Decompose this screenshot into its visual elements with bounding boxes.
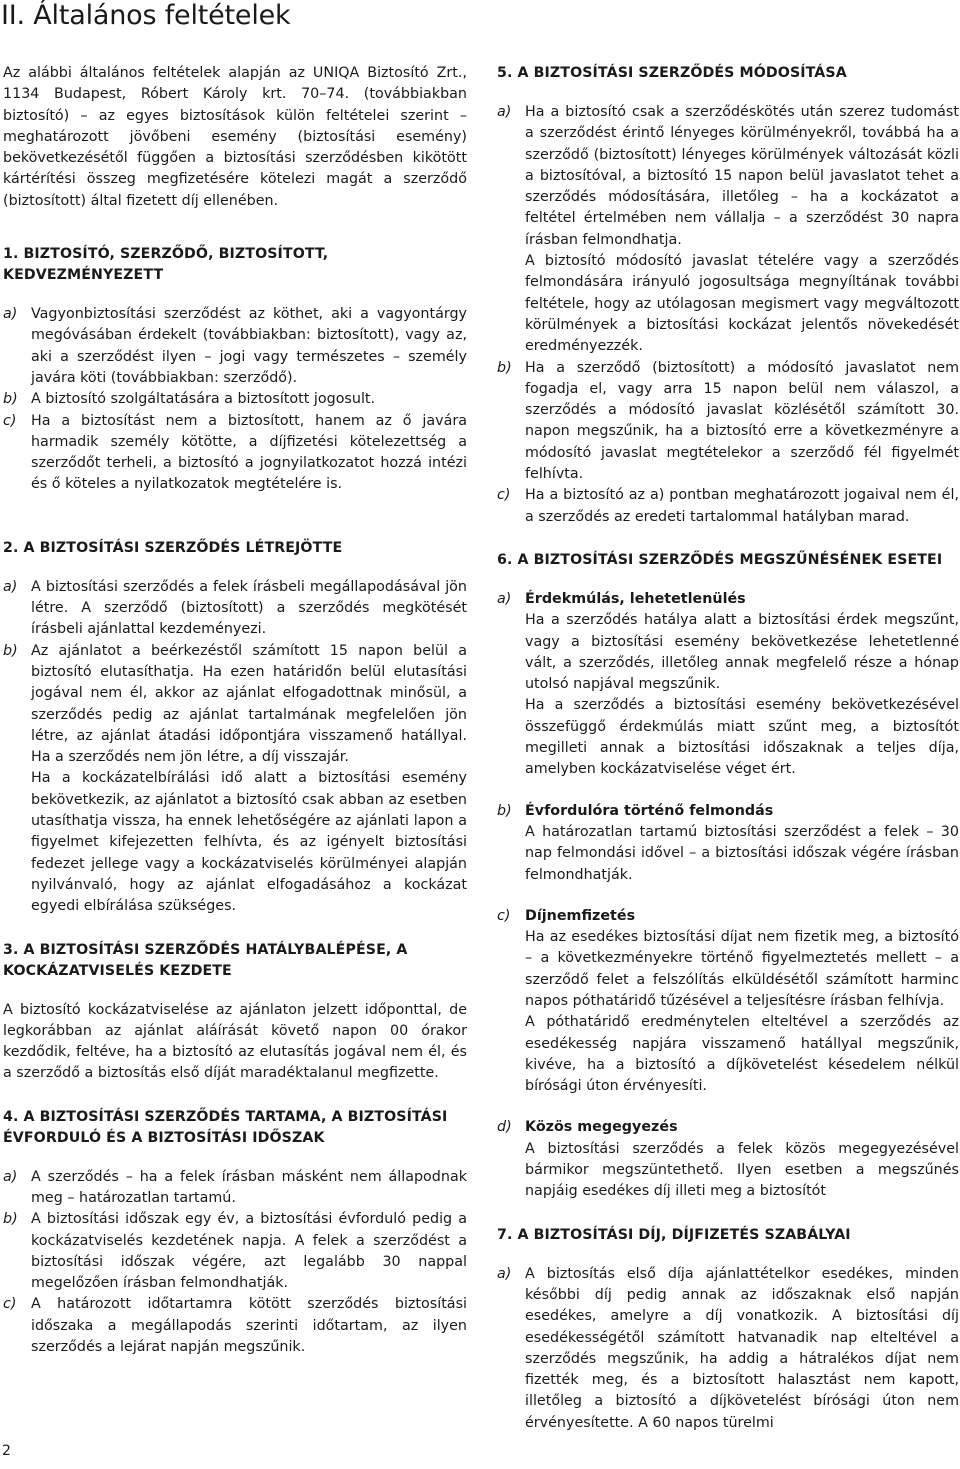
item-marker: c) [3, 1296, 17, 1313]
list-item [497, 801, 959, 886]
item-text: Ha a szerződés hatálya alatt a biztosítási érdek megszűnt, vagy a biztosítási esemény bekövetkezése lehetetlenné vált, a szerződés, illetőleg annak megfelelő része a hónap utolsó napjával megszűnik. [525, 612, 959, 693]
item-text: Az ajánlatot a beérkezéstől számított 15 napon belül a biztosító elutasíthatja. Ha ezen határidőn belül elutasítási jogával nem él, akkor az ajánlat elfogadottnak minősül, a szerződés pedig az ajánlat tartalmának megfelelően jön létre, az ajánlat átadási időpontjára visszamenő hatállyal. Ha a szerződés nem jön létre, a díj visszajár. [31, 642, 467, 766]
item-body [525, 589, 959, 781]
section-1-heading: 1. BIZTOSÍTÓ, SZERZŐDŐ, BIZTOSÍTOTT, KEDVEZMÉNYEZETT [3, 246, 329, 284]
page-number: 2 [2, 1443, 11, 1459]
left-column [3, 63, 467, 1380]
item-text: Ha a biztosító csak a szerződéskötés után szerez tudomást a szerződést érintő lényeges körülményekről, továbbá ha a szerződő (biztosított) lényeges körülmények változását közli a biztosítóval, a biztosító 15 napon belül javaslatot tehet a szerződés módosítására, illetőleg – ha a kockázatot a feltétel értelmében nem vállalja – a szerződést 30 napra írásban felmondhatja. [525, 104, 959, 248]
item-text: A biztosító szolgáltatására a biztosított jogosult. [31, 391, 376, 408]
item-text: Ha a kockázatelbírálási idő alatt a biztosítási esemény bekövetkezik, az ajánlatot a biztosító csak abban az esetben utasíthatja vissza, ha ennek lehetőségére az ajánlati lapon a figyelmet kifejezetten felhívta, és az igényelt biztosítási fedezet jellege vagy a kockázatviselés körülményei alapján nyilvánvaló, hogy az ajánlat elfogadásához a kockázat egyedi elbírálása szükséges. [31, 770, 467, 915]
list-item [3, 641, 467, 918]
item-marker: c) [497, 907, 511, 924]
item-text: A póthatáridő eredménytelen elteltével a szerződés az esedékesség napjára visszamenő hatállyal megszűnik, kivéve, ha a biztosító a díjkövetelést késedelem nélkül bírósági úton érvényesíti. [525, 1014, 959, 1095]
item-text: Ha a biztosítást nem a biztosított, hanem az ő javára harmadik személy kötötte, a díjfizetési kötelezettség a szerződőt terheli, a biztosító a jognyilatkozatot hozzá intézi és ő köteles a nyilatkozatok megtételére is. [31, 412, 467, 493]
list-item [3, 304, 467, 389]
item-text: Vagyonbiztosítási szerződést az köthet, aki a vagyontárgy megóvásában érdekelt (továbbiakban: biztosított), vagy az, aki a szerződést ilyen – jogi vagy természetes – személy javára köti (továbbiakban: szerződő). [31, 306, 467, 386]
section-4 [3, 1107, 467, 1359]
section-5 [497, 63, 959, 528]
item-marker: b) [3, 1211, 18, 1228]
item-body [525, 801, 959, 886]
item-body [31, 641, 467, 918]
item-title: Közös megegyezés [525, 1119, 678, 1136]
list-item [3, 389, 467, 410]
item-title: Díjnemfizetés [525, 907, 636, 924]
list-item [497, 1264, 959, 1434]
item-text: A határozott időtartamra kötött szerződés biztosítási időszaka a megállapodás szerinti időtartam, az ilyen szerződés a lejárat napján megszűnik. [31, 1296, 467, 1356]
list-item [497, 589, 959, 781]
section-6-heading: 6. A BIZTOSÍTÁSI SZERZŐDÉS MEGSZŰNÉSÉNEK ESETEI [497, 551, 943, 568]
list-item [497, 485, 959, 528]
section-2-heading: 2. A BIZTOSÍTÁSI SZERZŐDÉS LÉTREJÖTTE [3, 539, 343, 556]
item-marker: a) [497, 1265, 512, 1282]
item-text: Ha a szerződés a biztosítási esemény bekövetkezésével összefüggő érdekmúlás miatt szűnt meg, a biztosítót megilleti annak a biztosítási időszaknak a teljes díja, amelyben kockázatviselése véget ért. [525, 697, 959, 778]
section-2 [3, 538, 467, 918]
page-title: II. Általános feltételek [1, 0, 291, 31]
list-item [3, 1294, 467, 1358]
item-marker: c) [3, 412, 17, 429]
list-item [3, 1167, 467, 1210]
item-marker: b) [497, 359, 512, 376]
section-7 [497, 1225, 959, 1434]
item-marker: a) [497, 104, 512, 120]
item-marker: c) [497, 487, 511, 504]
item-marker: a) [3, 1168, 18, 1185]
section-1 [3, 244, 467, 496]
item-text: A határozatlan tartamú biztosítási szerződést a felek – 30 nap felmondási idővel – a biztosítási időszak végére írásban felmondhatják. [525, 823, 959, 883]
item-marker: a) [3, 306, 18, 323]
list-item [3, 577, 467, 641]
item-text: A biztosítási időszak egy év, a biztosítási évforduló pedig a kockázatviselés kezdetének napja. A felek a szerződést a biztosítási időszak végére, azt legalább 30 nappal megelőzően írásban felmondhatják. [31, 1211, 467, 1292]
section-3-text: A biztosító kockázatviselése az ajánlaton jelzett időponttal, de legkorábban az ajánlat aláírását követő napon 00 órakor kezdődik, feltéve, ha a biztosító az elutasítás jogával nem él, és a szerződő a biztosítás első díját maradéktalanul megfizette. [3, 1001, 467, 1082]
list-item [3, 1209, 467, 1294]
list-item [3, 411, 467, 496]
item-marker: b) [497, 802, 512, 819]
item-marker: a) [3, 578, 18, 595]
list-item [497, 102, 959, 358]
item-marker: b) [3, 391, 18, 408]
list-item [497, 358, 959, 486]
section-7-heading: 7. A BIZTOSÍTÁSI DÍJ, DÍJFIZETÉS SZABÁLYAI [497, 1226, 851, 1243]
section-6 [497, 550, 959, 1203]
right-column [497, 63, 959, 1456]
list-item [497, 1117, 959, 1202]
item-body [525, 102, 959, 358]
item-text: Ha a biztosító az a) pontban meghatározott jogaival nem él, a szerződés az eredeti tartalommal hatályban marad. [525, 487, 959, 525]
item-marker: a) [497, 590, 512, 607]
item-body [525, 906, 959, 1098]
intro-paragraph: Az alábbi általános feltételek alapján az UNIQA Biztosító Zrt., 1134 Budapest, Róbert Károly krt. 70–74. (továbbiakban biztosító) – az egyes biztosítások külön feltételei szerint – meghatározott jövőbeni esemény (biztosítási esemény) bekövetkezésétől függően a biztosítási szerződésben kikötött kártérítési összeg megfizetésére kötelezi magát a szerződő (biztosított) által fizetett díj ellenében. [3, 65, 467, 209]
section-3-heading: 3. A BIZTOSÍTÁSI SZERZŐDÉS HATÁLYBALÉPÉSE, A KOCKÁZATVISELÉS KEZDETE [3, 941, 408, 979]
item-marker: d) [497, 1119, 512, 1136]
item-title: Érdekmúlás, lehetetlenülés [525, 590, 746, 607]
item-text: A szerződés – ha a felek írásban másként nem állapodnak meg – határozatlan tartamú. [31, 1168, 467, 1206]
section-4-heading: 4. A BIZTOSÍTÁSI SZERZŐDÉS TARTAMA, A BIZTOSÍTÁSI ÉVFORDULÓ ÉS A BIZTOSÍTÁSI IDŐSZAK [3, 1108, 448, 1146]
list-item [497, 906, 959, 1098]
item-text: Ha a szerződő (biztosított) a módosító javaslatot nem fogadja el, vagy arra 15 napon belül nem válaszol, a szerződés a módosító javaslat közlésétől számított 30. napon megszűnik, ha a biztosító erre a következményre a módosító javaslat megtételekor a szerződő fél figyelmét felhívta. [525, 359, 959, 483]
item-text: A biztosító módosító javaslat tételére vagy a szerződés felmondására irányuló jogosultsága megnyíltának további feltétele, hogy az utólagosan megismert vagy megváltozott körülmények a biztosítási kockázat jelentős növekedését eredményezzék. [525, 253, 959, 355]
item-text: Ha az esedékes biztosítási díjat nem fizetik meg, a biztosító – a következményekre történő figyelmeztetés mellett – a szerződő felet a felszólítás elküldésétől számított harminc napos póthatáridő tűzésével a teljesítésre írásban felhívja. [525, 929, 959, 1009]
item-text: A biztosítás első díja ajánlattételkor esedékes, minden későbbi díj pedig annak az időszaknak első napján esedékes, amelyre a díj vonatkozik. A biztosítási díj esedékességétől számított hatvanadik nap elteltével a szerződés megszűnik, ha addig a hátralékos díjat nem fizették meg, és a biztosított halasztást nem kapott, illetőleg a biztosító a díjkövetelést bírósági úton nem érvényesítette. A 60 napos türelmi [525, 1265, 959, 1431]
section-3 [3, 940, 467, 1085]
spacer [3, 518, 467, 538]
item-title: Évfordulóra történő felmondás [525, 802, 774, 819]
spacer [3, 224, 467, 244]
item-marker: b) [3, 642, 18, 659]
item-text: A biztosítási szerződés a felek közös megegyezésével bármikor megszüntethető. Ilyen esetben a megszűnés napjáig esedékes díj illeti meg a biztosítót [525, 1140, 959, 1200]
item-body [525, 1117, 959, 1202]
section-5-heading: 5. A BIZTOSÍTÁSI SZERZŐDÉS MÓDOSÍTÁSA [497, 65, 847, 81]
item-text: A biztosítási szerződés a felek írásbeli megállapodásával jön létre. A szerződő (biztosított) a szerződés megkötését írásbeli ajánlattal kezdeményezi. [31, 578, 467, 638]
